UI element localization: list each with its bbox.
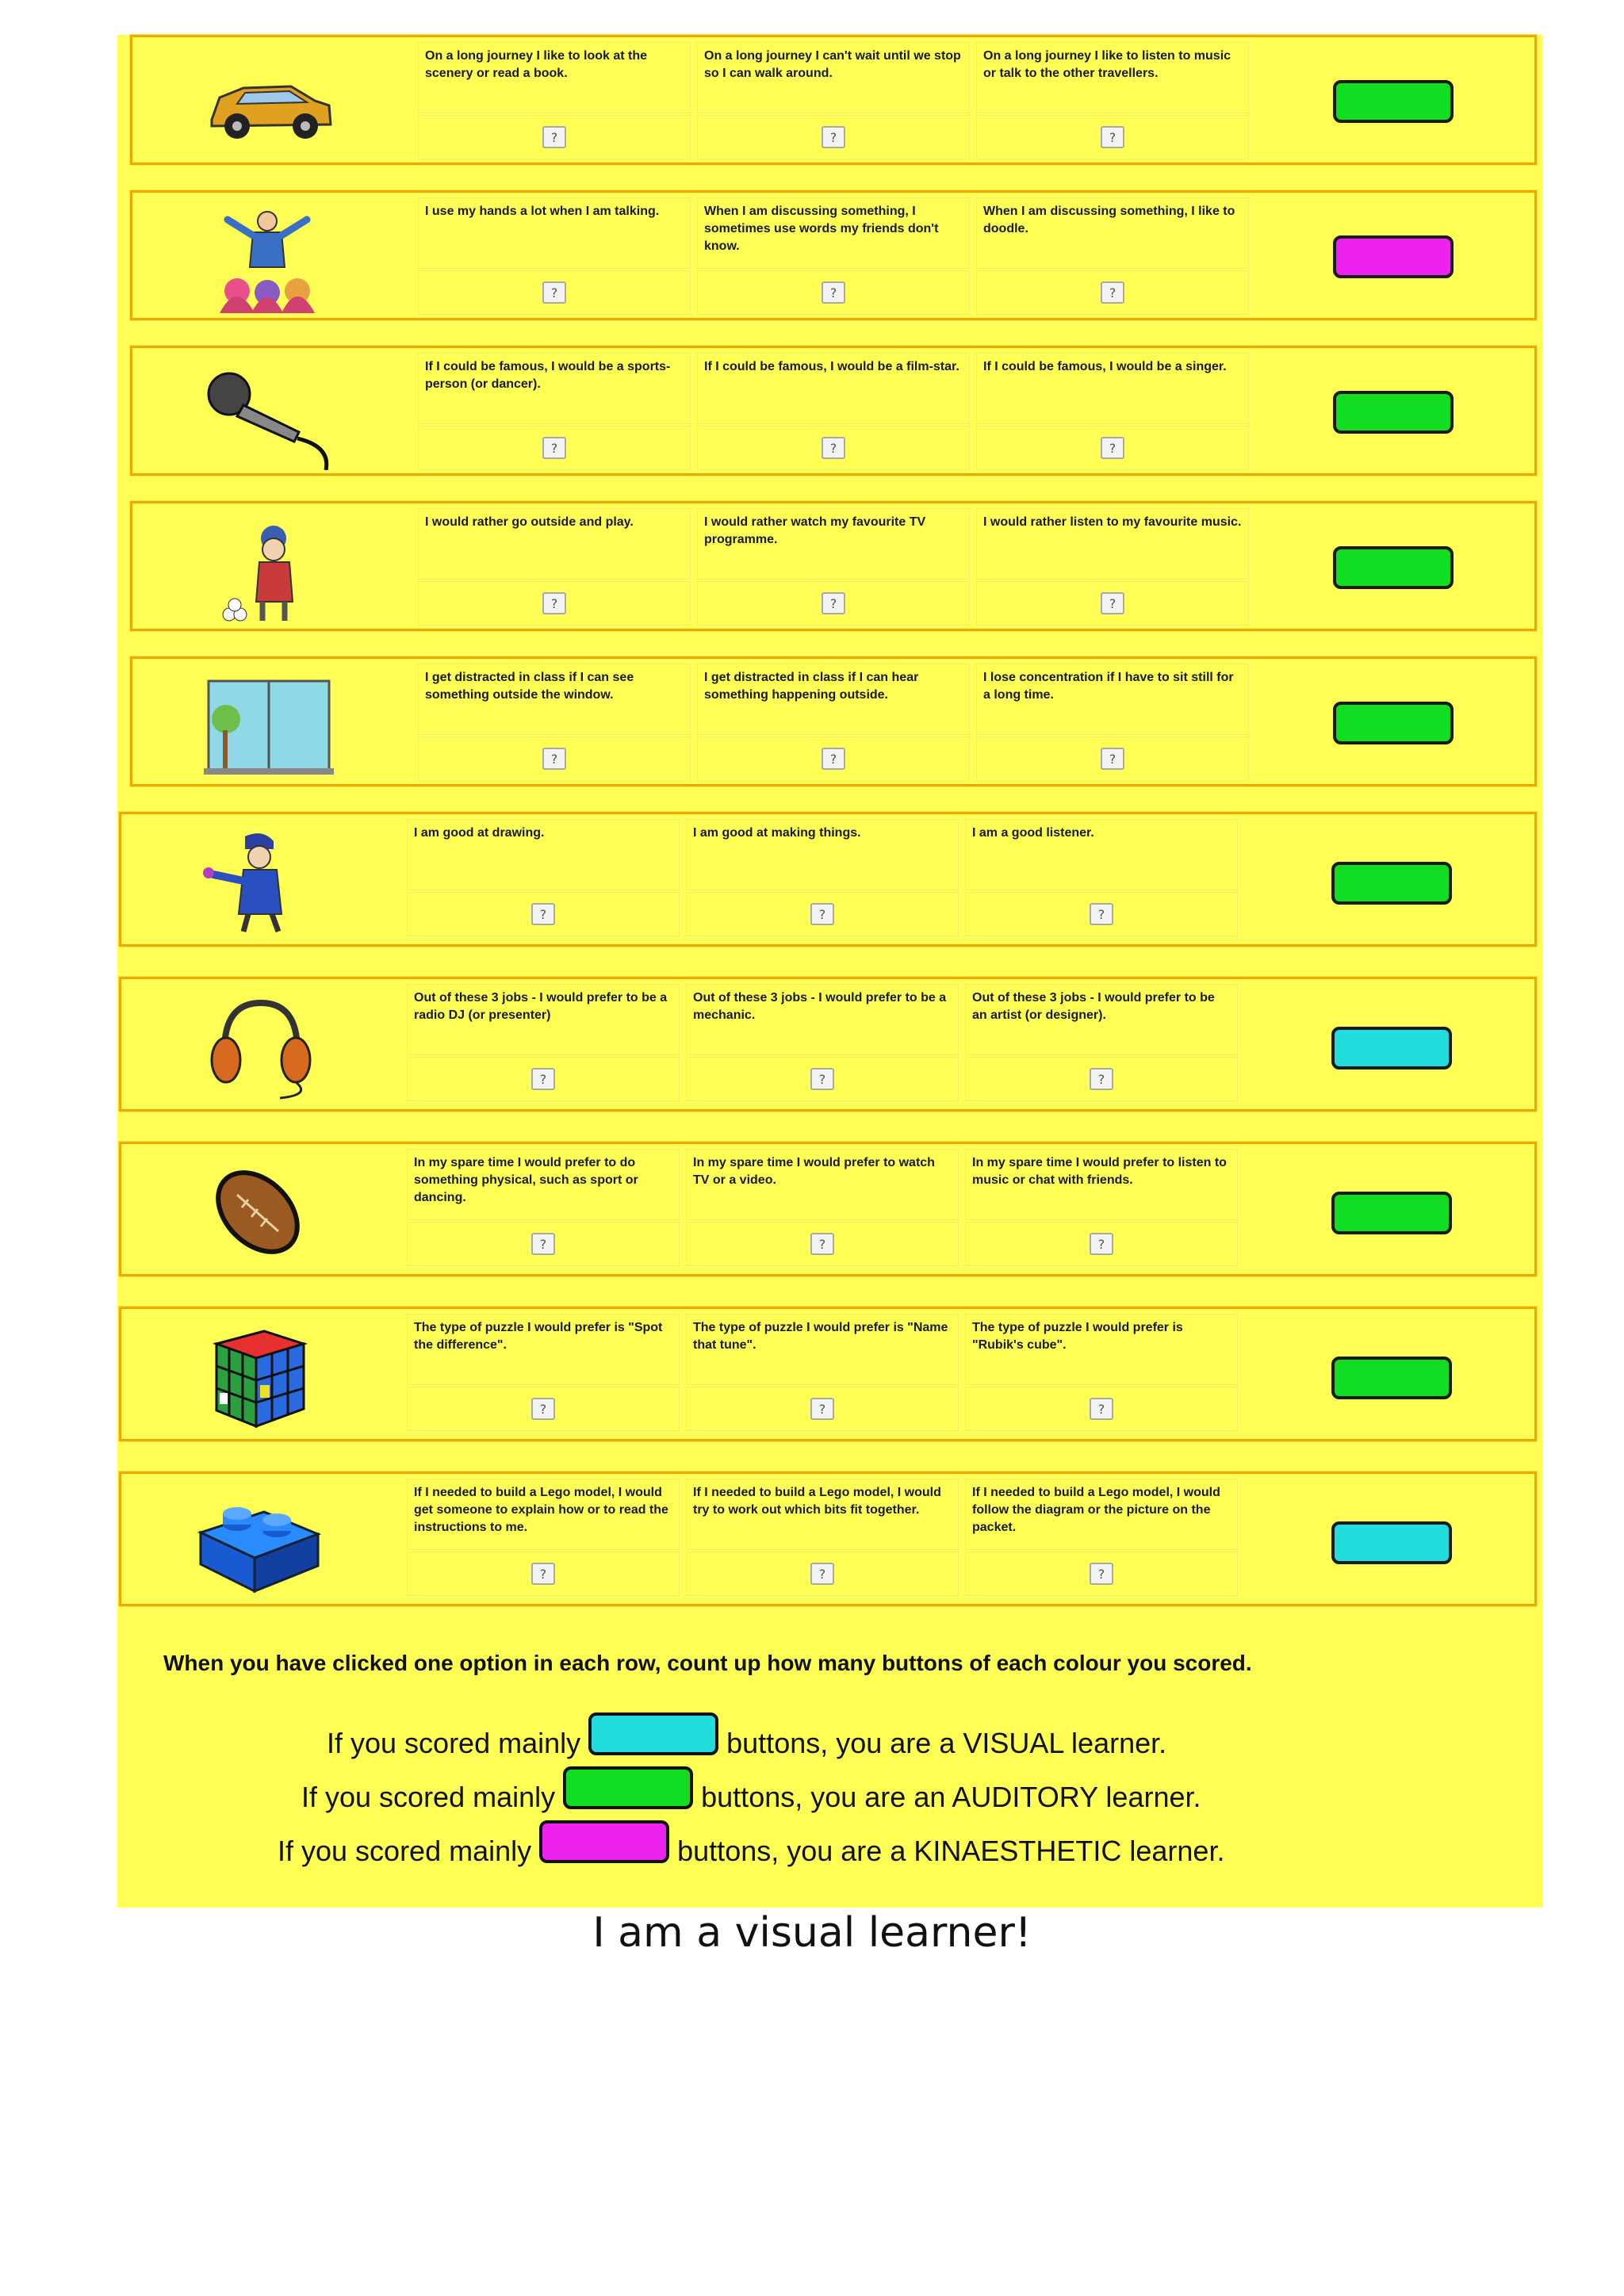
option-button[interactable]: ? [1090,1233,1113,1255]
option-button[interactable]: ? [542,437,566,459]
option-button[interactable]: ? [1101,281,1124,304]
option-text: I am good at drawing. [407,819,680,890]
option-button[interactable]: ? [810,1398,834,1420]
question-row [130,190,1537,320]
option-text: If I needed to build a Lego model, I would get someone to explain how or to read the instructions to me. [407,1479,680,1550]
option-text: Out of these 3 jobs - I would prefer to be an artist (or designer). [965,984,1238,1055]
option-text: In my spare time I would prefer to watch TV or a video. [686,1149,959,1220]
key-line-auditory [301,1776,1201,1819]
key-prefix: If you scored mainly [278,1835,532,1867]
option-text: If I needed to build a Lego model, I would try to work out which bits fit together. [686,1479,959,1550]
option-text: I am good at making things. [686,819,959,890]
option-button[interactable]: ? [1090,1563,1113,1585]
window-icon [196,670,339,781]
key-prefix: If you scored mainly [327,1727,581,1759]
key-prefix: If you scored mainly [301,1781,556,1813]
result-indicator [1333,235,1454,278]
speaker-audience-icon [196,204,339,315]
lego-brick-icon [185,1485,327,1596]
option-button[interactable]: ? [810,1233,834,1255]
option-text: I get distracted in class if I can hear something happening outside. [697,664,970,735]
result-indicator [1331,1521,1452,1564]
option-text: The type of puzzle I would prefer is "Spot the difference". [407,1314,680,1385]
result-indicator [1333,702,1454,744]
microphone-icon [196,359,339,470]
car-icon [196,48,339,159]
rugby-ball-icon [185,1155,327,1266]
option-button[interactable]: ? [1101,126,1124,148]
rubiks-cube-icon [185,1320,327,1431]
result-indicator [1333,391,1454,434]
option-text: I would rather listen to my favourite music. [976,508,1249,580]
option-button[interactable]: ? [822,126,845,148]
option-text: On a long journey I like to listen to music or talk to the other travellers. [976,42,1249,113]
option-button[interactable]: ? [531,1398,555,1420]
cyan-swatch [588,1712,718,1755]
option-text: On a long journey I can't wait until we stop so I can walk around. [697,42,970,113]
result-indicator [1333,80,1454,123]
option-button[interactable]: ? [531,903,555,925]
option-text: I would rather watch my favourite TV programme. [697,508,970,580]
question-row [130,501,1537,631]
option-button[interactable]: ? [1090,1068,1113,1090]
option-text: When I am discussing something, I like to doodle. [976,197,1249,269]
option-text: I would rather go outside and play. [418,508,691,580]
question-row [130,656,1537,786]
result-indicator [1331,1357,1452,1399]
question-row [119,1142,1537,1276]
option-text: I get distracted in class if I can see something outside the window. [418,664,691,735]
option-text: The type of puzzle I would prefer is "Name that tune". [686,1314,959,1385]
option-text: If I could be famous, I would be a sports-person (or dancer). [418,353,691,424]
option-button[interactable]: ? [531,1233,555,1255]
option-button[interactable]: ? [542,592,566,614]
option-button[interactable]: ? [822,437,845,459]
conclusion-text: I am a visual learner! [592,1909,1032,1957]
option-text: In my spare time I would prefer to listen to music or chat with friends. [965,1149,1238,1220]
option-text: I use my hands a lot when I am talking. [418,197,691,269]
option-text: In my spare time I would prefer to do something physical, such as sport or dancing. [407,1149,680,1220]
option-text: Out of these 3 jobs - I would prefer to be a mechanic. [686,984,959,1055]
result-indicator [1331,1027,1452,1070]
key-suffix: buttons, you are a KINAESTHETIC learner. [677,1835,1225,1867]
option-button[interactable]: ? [531,1563,555,1585]
key-line-visual [327,1722,1166,1765]
option-button[interactable]: ? [810,1563,834,1585]
option-text: The type of puzzle I would prefer is "Rubik's cube". [965,1314,1238,1385]
option-text: If I needed to build a Lego model, I would follow the diagram or the picture on the packet. [965,1479,1238,1550]
option-button[interactable]: ? [1101,437,1124,459]
question-row [119,1471,1537,1606]
question-row [119,977,1537,1112]
magenta-swatch [539,1820,669,1863]
question-row [119,812,1537,947]
option-text: When I am discussing something, I sometimes use words my friends don't know. [697,197,970,269]
result-indicator [1331,862,1452,905]
headphones-icon [185,990,327,1101]
question-row [119,1307,1537,1441]
option-text: If I could be famous, I would be a film-star. [697,353,970,424]
key-suffix: buttons, you are an AUDITORY learner. [701,1781,1201,1813]
option-text: I lose concentration if I have to sit still for a long time. [976,664,1249,735]
option-button[interactable]: ? [822,748,845,770]
child-snowballs-icon [196,515,339,626]
option-button[interactable]: ? [810,903,834,925]
option-button[interactable]: ? [542,748,566,770]
instruction-text: When you have clicked one option in each row, count up how many buttons of each colour you scored. [163,1651,1252,1675]
option-button[interactable]: ? [542,281,566,304]
option-button[interactable]: ? [1090,1398,1113,1420]
option-button[interactable]: ? [531,1068,555,1090]
painter-icon [185,825,327,936]
option-button[interactable]: ? [810,1068,834,1090]
result-indicator [1333,546,1454,589]
option-button[interactable]: ? [1101,592,1124,614]
result-indicator [1331,1192,1452,1234]
green-swatch [563,1766,693,1809]
question-row [130,35,1537,165]
option-text: If I could be famous, I would be a singer. [976,353,1249,424]
option-button[interactable]: ? [822,592,845,614]
option-text: On a long journey I like to look at the scenery or read a book. [418,42,691,113]
key-suffix: buttons, you are a VISUAL learner. [726,1727,1167,1759]
option-button[interactable]: ? [542,126,566,148]
option-button[interactable]: ? [1090,903,1113,925]
question-row [130,346,1537,476]
option-button[interactable]: ? [822,281,845,304]
key-line-kinaesthetic [278,1830,1224,1873]
option-button[interactable]: ? [1101,748,1124,770]
option-text: Out of these 3 jobs - I would prefer to be a radio DJ (or presenter) [407,984,680,1055]
option-text: I am a good listener. [965,819,1238,890]
